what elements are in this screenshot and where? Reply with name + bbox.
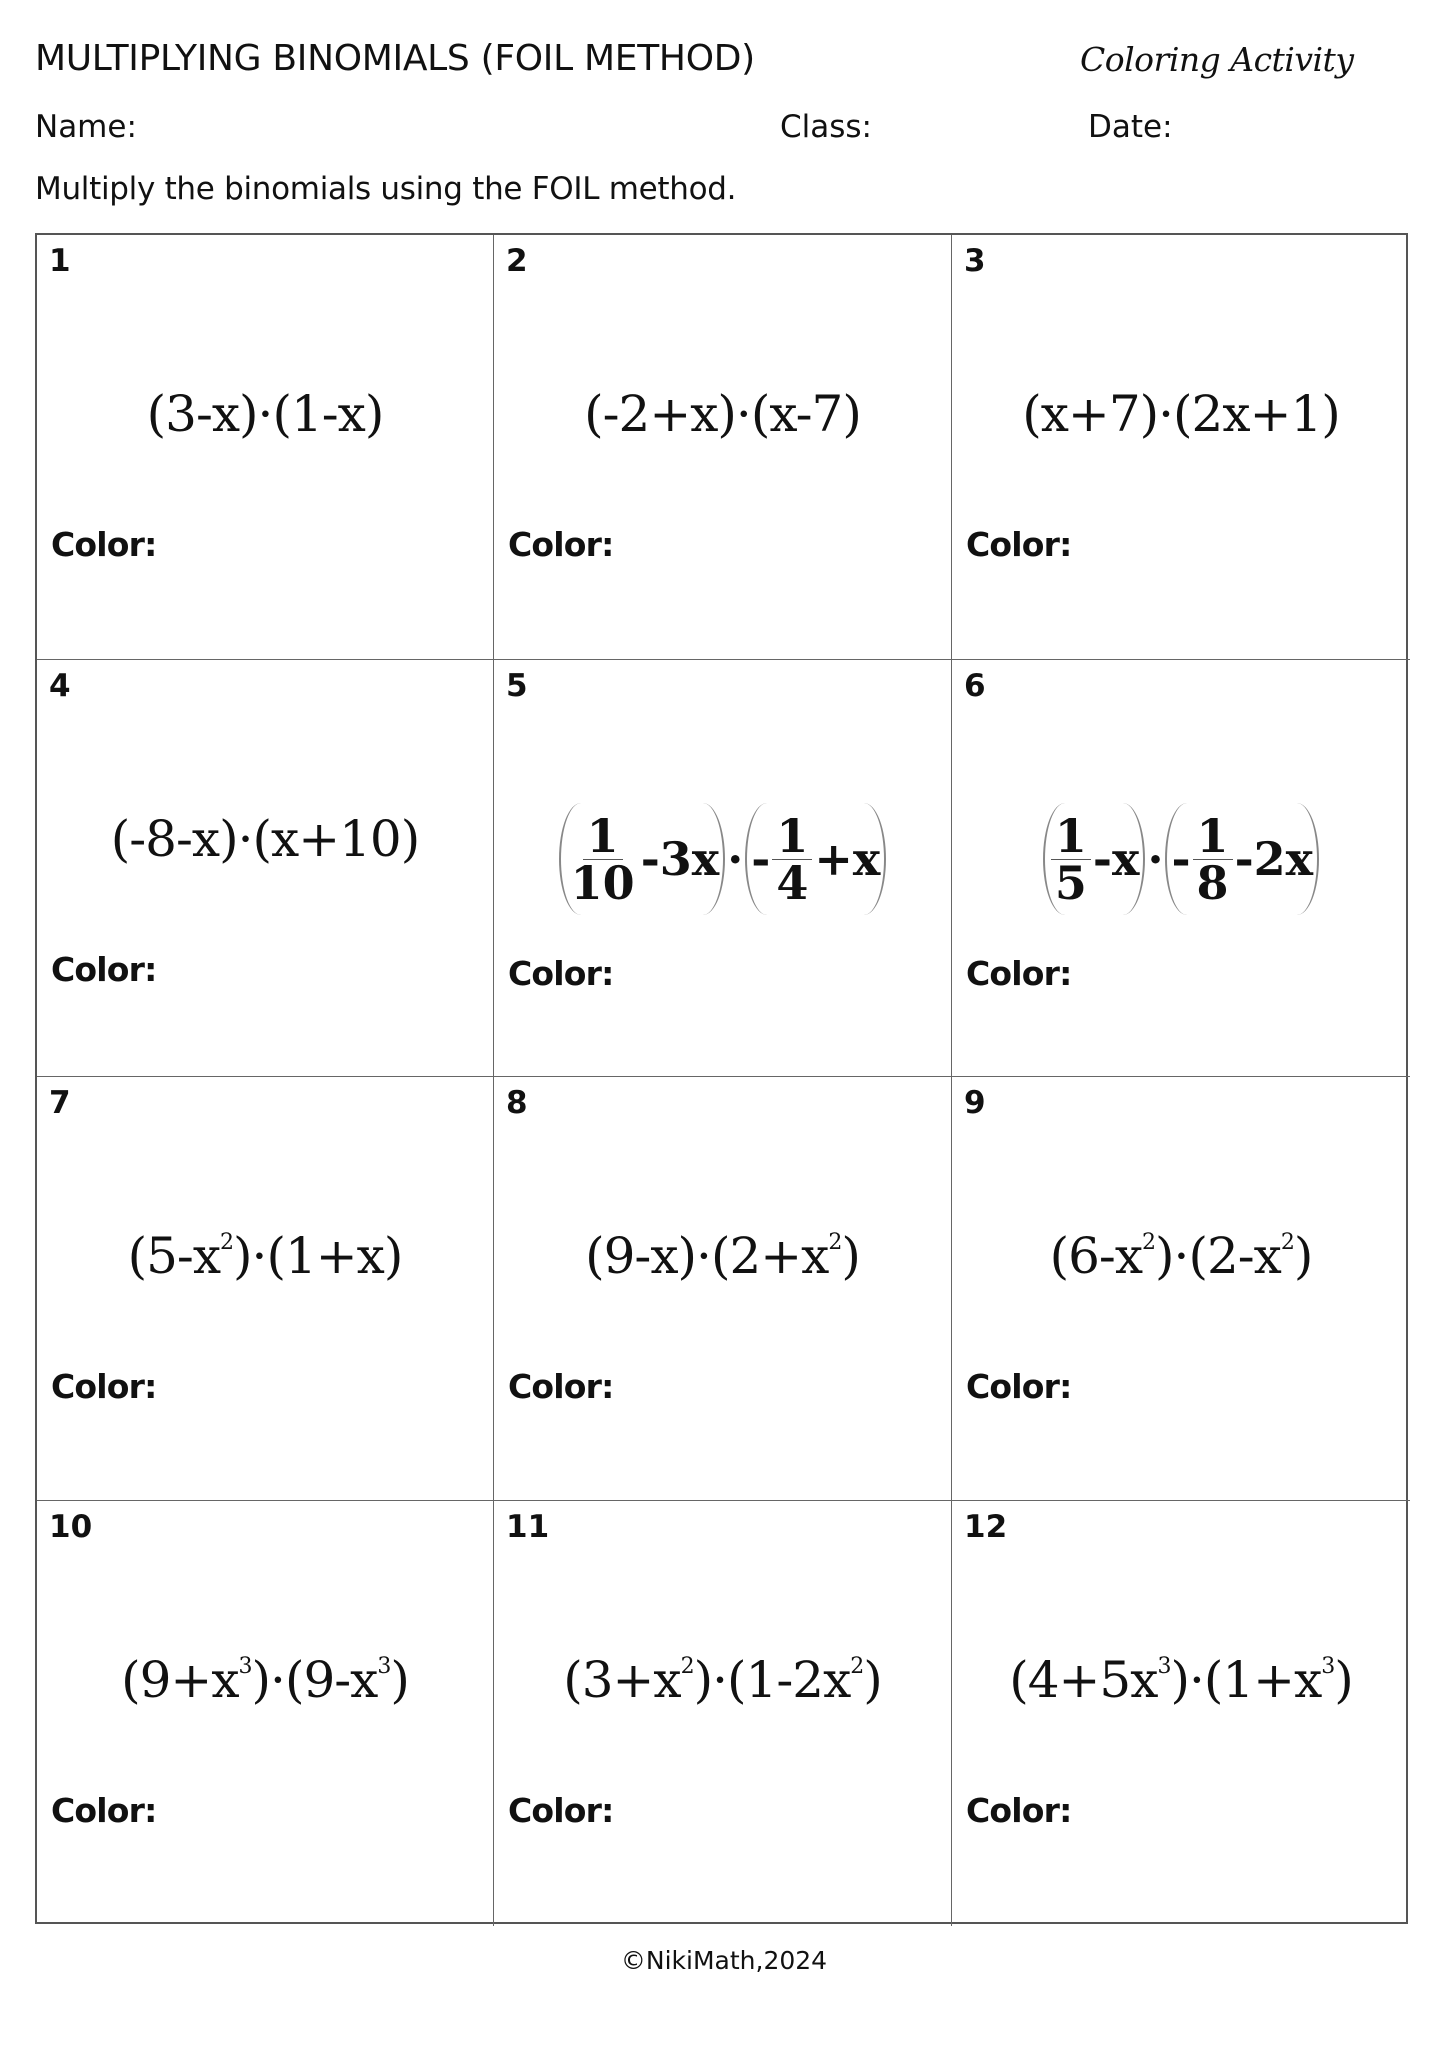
problem-cell-1 <box>37 235 494 660</box>
problem-number: 10 <box>49 1509 93 1545</box>
instructions: Multiply the binomials using the FOIL method. <box>35 171 737 207</box>
problem-cell-12 <box>952 1501 1410 1926</box>
problem-expression: (-8-x)·(x+10) <box>110 810 420 868</box>
name-field-label: Name: <box>35 109 137 145</box>
problem-expression: $(6-x^2)\cdot(2-x^2)$ <box>1049 1227 1313 1285</box>
problem-expression: $(4+5x^3)\cdot(1+x^3)$ <box>1009 1651 1353 1709</box>
problem-expression: $(3+x^2)\cdot(1-2x^2)$ <box>563 1651 882 1709</box>
fraction: $\frac{1}{10}$ <box>570 808 635 910</box>
problem-expression: $(9-x)\cdot(2+x^2)$ <box>585 1227 860 1285</box>
problem-cell-10 <box>37 1501 494 1926</box>
problem-expression: $\frac{1}{10}$ -3x · - $\frac{1}{4}$ +x <box>494 803 951 915</box>
problem-number: 3 <box>964 243 986 279</box>
problem-expression: $(5-x^2)\cdot(1+x)$ <box>127 1227 403 1285</box>
problem-cell-4 <box>37 660 494 1077</box>
color-label: Color: <box>51 950 157 989</box>
problem-number: 7 <box>49 1085 71 1121</box>
problem-number: 6 <box>964 668 986 704</box>
class-field-label: Class: <box>780 109 873 145</box>
problem-number: 1 <box>49 243 71 279</box>
color-label: Color: <box>966 1367 1072 1406</box>
color-label: Color: <box>51 1791 157 1830</box>
problem-cell-7 <box>37 1077 494 1501</box>
binomial-b: - $\frac{1}{8}$ -2x <box>1165 803 1319 915</box>
problem-number: 12 <box>964 1509 1008 1545</box>
problem-cell-6 <box>952 660 1410 1077</box>
problem-cell-3 <box>952 235 1410 660</box>
problem-expression: $(9+x^3)\cdot(9-x^3)$ <box>121 1651 409 1709</box>
problem-cell-8 <box>494 1077 952 1501</box>
color-label: Color: <box>966 954 1072 993</box>
problem-cell-9 <box>952 1077 1410 1501</box>
problem-expression: $\frac{1}{5}$ -x · - $\frac{1}{8}$ -2x <box>952 803 1410 915</box>
color-label: Color: <box>51 525 157 564</box>
problem-cell-2 <box>494 235 952 660</box>
color-label: Color: <box>966 1791 1072 1830</box>
color-label: Color: <box>508 954 614 993</box>
color-label: Color: <box>51 1367 157 1406</box>
activity-subtitle: Coloring Activity <box>1080 40 1354 79</box>
fraction: $\frac{1}{5}$ <box>1051 813 1091 906</box>
problem-grid <box>35 233 1408 1924</box>
binomial-a: $\frac{1}{10}$ -3x <box>559 803 726 915</box>
worksheet-title: MULTIPLYING BINOMIALS (FOIL METHOD) <box>35 38 755 79</box>
copyright-footer: ©NikiMath,2024 <box>620 1946 828 1975</box>
problem-number: 5 <box>506 668 528 704</box>
problem-expression: (x+7)·(2x+1) <box>1022 385 1340 443</box>
problem-cell-11 <box>494 1501 952 1926</box>
problem-expression: (-2+x)·(x-7) <box>584 385 861 443</box>
fraction: $\frac{1}{4}$ <box>772 813 812 906</box>
date-field-label: Date: <box>1088 109 1173 145</box>
problem-number: 4 <box>49 668 71 704</box>
problem-number: 8 <box>506 1085 528 1121</box>
problem-expression: (3-x)·(1-x) <box>146 385 384 443</box>
color-label: Color: <box>966 525 1072 564</box>
problem-number: 11 <box>506 1509 550 1545</box>
binomial-b: - $\frac{1}{4}$ +x <box>745 803 886 915</box>
color-label: Color: <box>508 1367 614 1406</box>
color-label: Color: <box>508 525 614 564</box>
fraction: $\frac{1}{8}$ <box>1193 813 1233 906</box>
binomial-a: $\frac{1}{5}$ -x <box>1043 803 1146 915</box>
problem-number: 9 <box>964 1085 986 1121</box>
problem-cell-5 <box>494 660 952 1077</box>
problem-number: 2 <box>506 243 528 279</box>
color-label: Color: <box>508 1791 614 1830</box>
